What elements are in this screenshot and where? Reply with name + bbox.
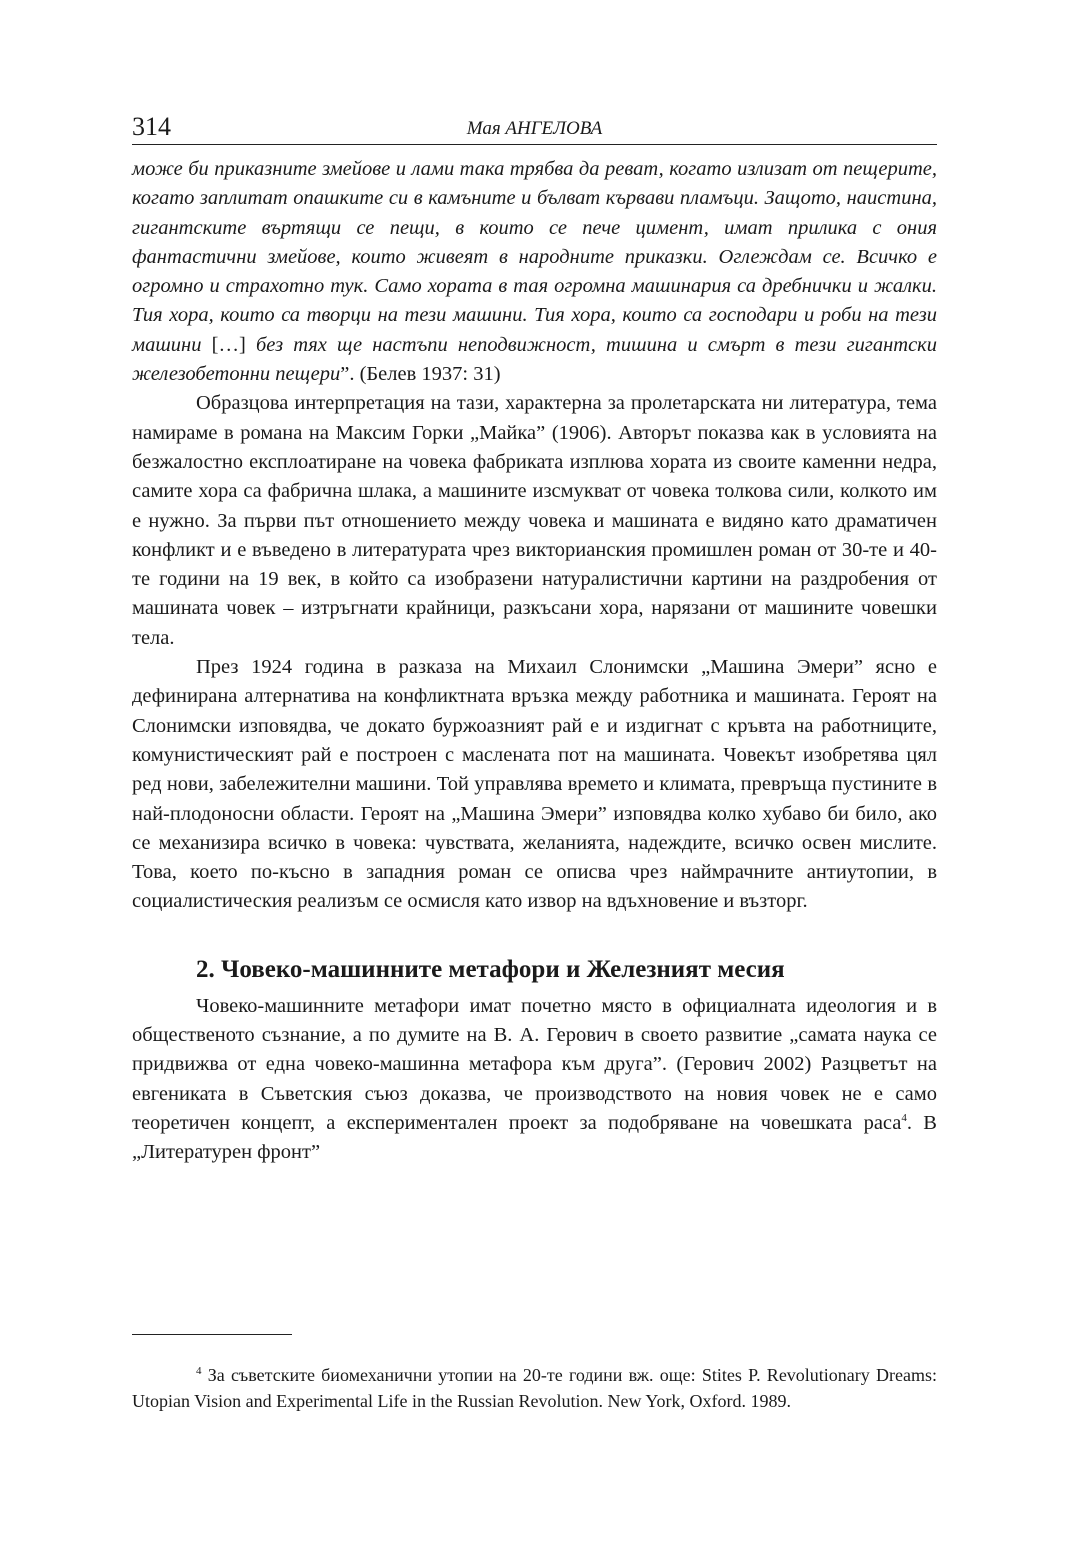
page-number: 314 xyxy=(132,112,171,141)
section-paragraph xyxy=(132,992,937,1168)
paragraph-slonimsky: През 1924 година в разказа на Михаил Слонимски „Машина Эмери” ясно е дефинирана алтернатива на конфликтната връзка между работника и машината. Героят на Слонимски изповядва, че докато буржоазният рай е и издигнат с кръвта на работниците, комунистическият рай е построен с маслената пот на машината. Човекът изобретява цял ред нови, забележителни машини. Той управлява времето и климата, превръща пустините в най-плодоносни области. Героят на „Машина Эмери” изповядва колко хубаво би било, ако се механизира всичко в човека: чувствата, желанията, надеждите, всичко освен мислите. Това, което по-късно в западния роман се описва чрез наймрачните антиутопии, в социалистическия реализъм се осмисля като извор на вдъхновение и възторг. xyxy=(132,656,937,913)
footnote-marker: 4 xyxy=(196,1365,202,1377)
footnote-divider xyxy=(132,1334,292,1335)
quote-citation: ”. (Белев 1937: 31) xyxy=(340,363,501,386)
section-paragraph-tail: . В „Литературен фронт” xyxy=(132,1111,937,1164)
running-head-author: Мая АНГЕЛОВА xyxy=(466,118,603,139)
running-head xyxy=(132,110,937,145)
quote-ellipsis: […] xyxy=(211,333,256,356)
section-paragraph-text: Човеко-машинните метафори имат почетно място в официалната идеология и в общественото съзнание, а по думите на В. А. Герович в своето развитие „самата наука се придвижва от една човеко-машинна метафора към друга”. (Герович 2002) Разцветът на евгениката в Съветския съюз доказва, че производството на новия човек не е само теоретичен концепт, а експериментален проект за подобряване на човешката раса xyxy=(132,994,937,1134)
section-title: 2. Човеко-машинните метафори и Железният месия xyxy=(196,955,785,983)
footnote-text: За съветските биомеханични утопии на 20-те години вж. още: Stites P. Revolutionary Dreams: Utopian Vision and Experimental Life in the Russian Revolution. New York, Oxford. 1989. xyxy=(132,1365,937,1411)
footnote xyxy=(132,1362,937,1414)
paragraph-gorky: Образцова интерпретация на тази, характерна за пролетарската ни литература, тема намираме в романа на Максим Горки „Майка” (1906). Авторът показва как в условията на безжалостно експлоатиране на човека фабриката изплюва хората из своите каменни недра, самите хора са фабрична шлака, а машините изсмукват от човека толкова сили, колкото им е нужно. За първи път отношението между човека и машината е видяно като драматичен конфликт и е въведено в литературата чрез викторианския промишлен роман от 30-те и 40-те години на 19 век, в който са изобразени натуралистични картини на раздробения от машината човек – изтръгнати крайници, разкъсани хора, нарязани от машините човешки тела. xyxy=(132,392,937,649)
page-body xyxy=(132,110,937,1168)
main-text xyxy=(132,155,937,1168)
quote-italic-part-2: без тях ще настъпи неподвижност, тишина и смърт в тези гигантски железобетонни пещери xyxy=(132,333,938,386)
footnote-reference[interactable]: 4 xyxy=(901,1112,907,1125)
quote-italic-part-1: може би приказните змейове и лами така трябва да реват, когато излизат от пещерите, когато заплитат опашките си в камъните и бълват кървави пламъци. Защото, наистина, гигантските въртящи се пещи, в които се пече цимент, имат прилика с ония фантастични змейове, които живеят в народните приказки. Оглеждам се. Всичко е огромно и страхотно тук. Само хората в тая огромна машинария са дребнички и жалки. Тия хора, които са творци на тези машини. Тия хора, които са господари и роби на тези машини xyxy=(132,158,937,356)
quote-paragraph xyxy=(132,155,937,389)
